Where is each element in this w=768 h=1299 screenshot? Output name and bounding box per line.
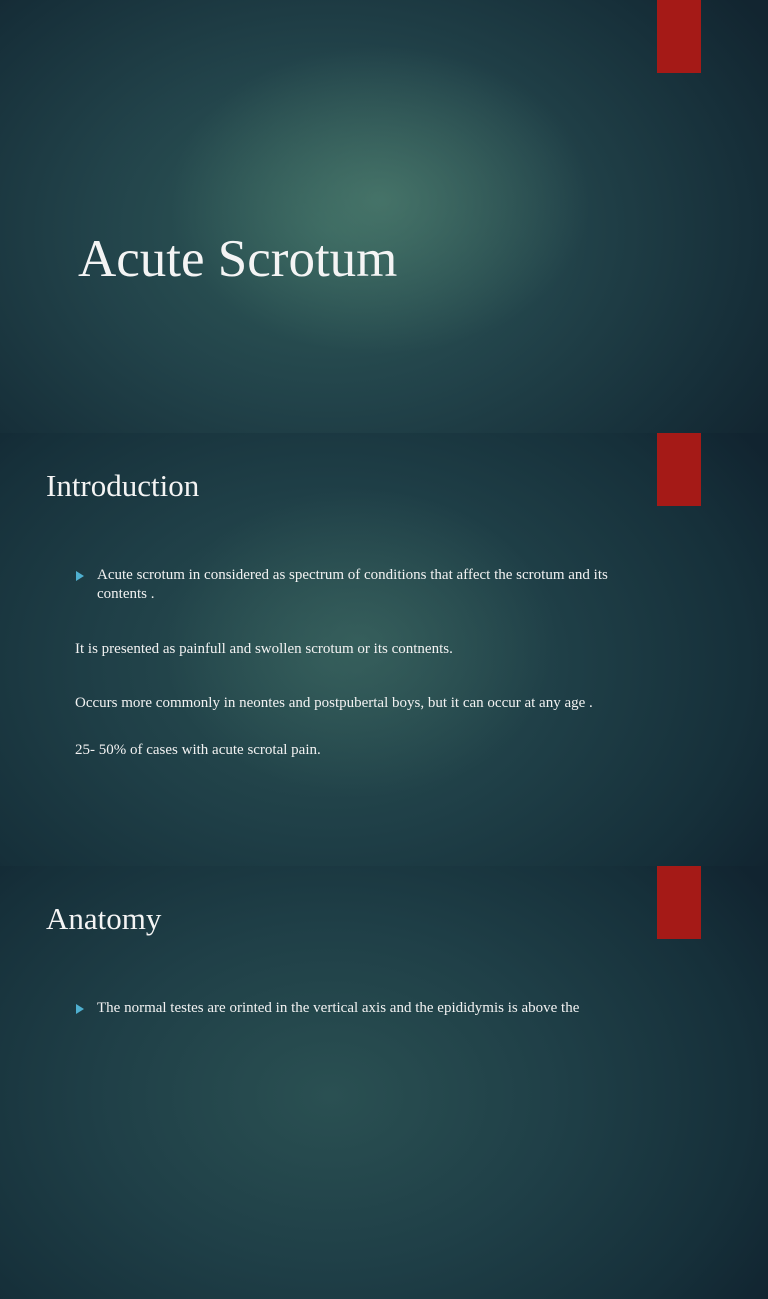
bullet-item	[75, 999, 630, 1018]
bullet-arrow-icon	[76, 571, 84, 581]
bullet-arrow-icon	[76, 1004, 84, 1014]
bullet-text: The normal testes are orinted in the vertical axis and the epididymis is above the	[97, 1000, 580, 1016]
accent-bar	[657, 0, 701, 73]
accent-bar	[657, 866, 701, 939]
paragraph: Occurs more commonly in neontes and postpubertal boys, but it can occur at any age .	[75, 695, 593, 711]
slide-title: Anatomy	[46, 901, 162, 936]
slide-introduction	[0, 433, 768, 866]
paragraph: 25- 50% of cases with acute scrotal pain.	[75, 742, 321, 758]
paragraph: It is presented as painfull and swollen scrotum or its contnents.	[75, 641, 453, 657]
slide-title: Introduction	[46, 468, 200, 503]
slide-title	[0, 0, 768, 433]
accent-bar	[657, 433, 701, 506]
bullet-text: Acute scrotum in considered as spectrum of conditions that affect the scrotum and its contents .	[97, 567, 608, 602]
presentation-title: Acute Scrotum	[78, 230, 398, 288]
slide-anatomy	[0, 866, 768, 1299]
bullet-item	[75, 566, 630, 604]
